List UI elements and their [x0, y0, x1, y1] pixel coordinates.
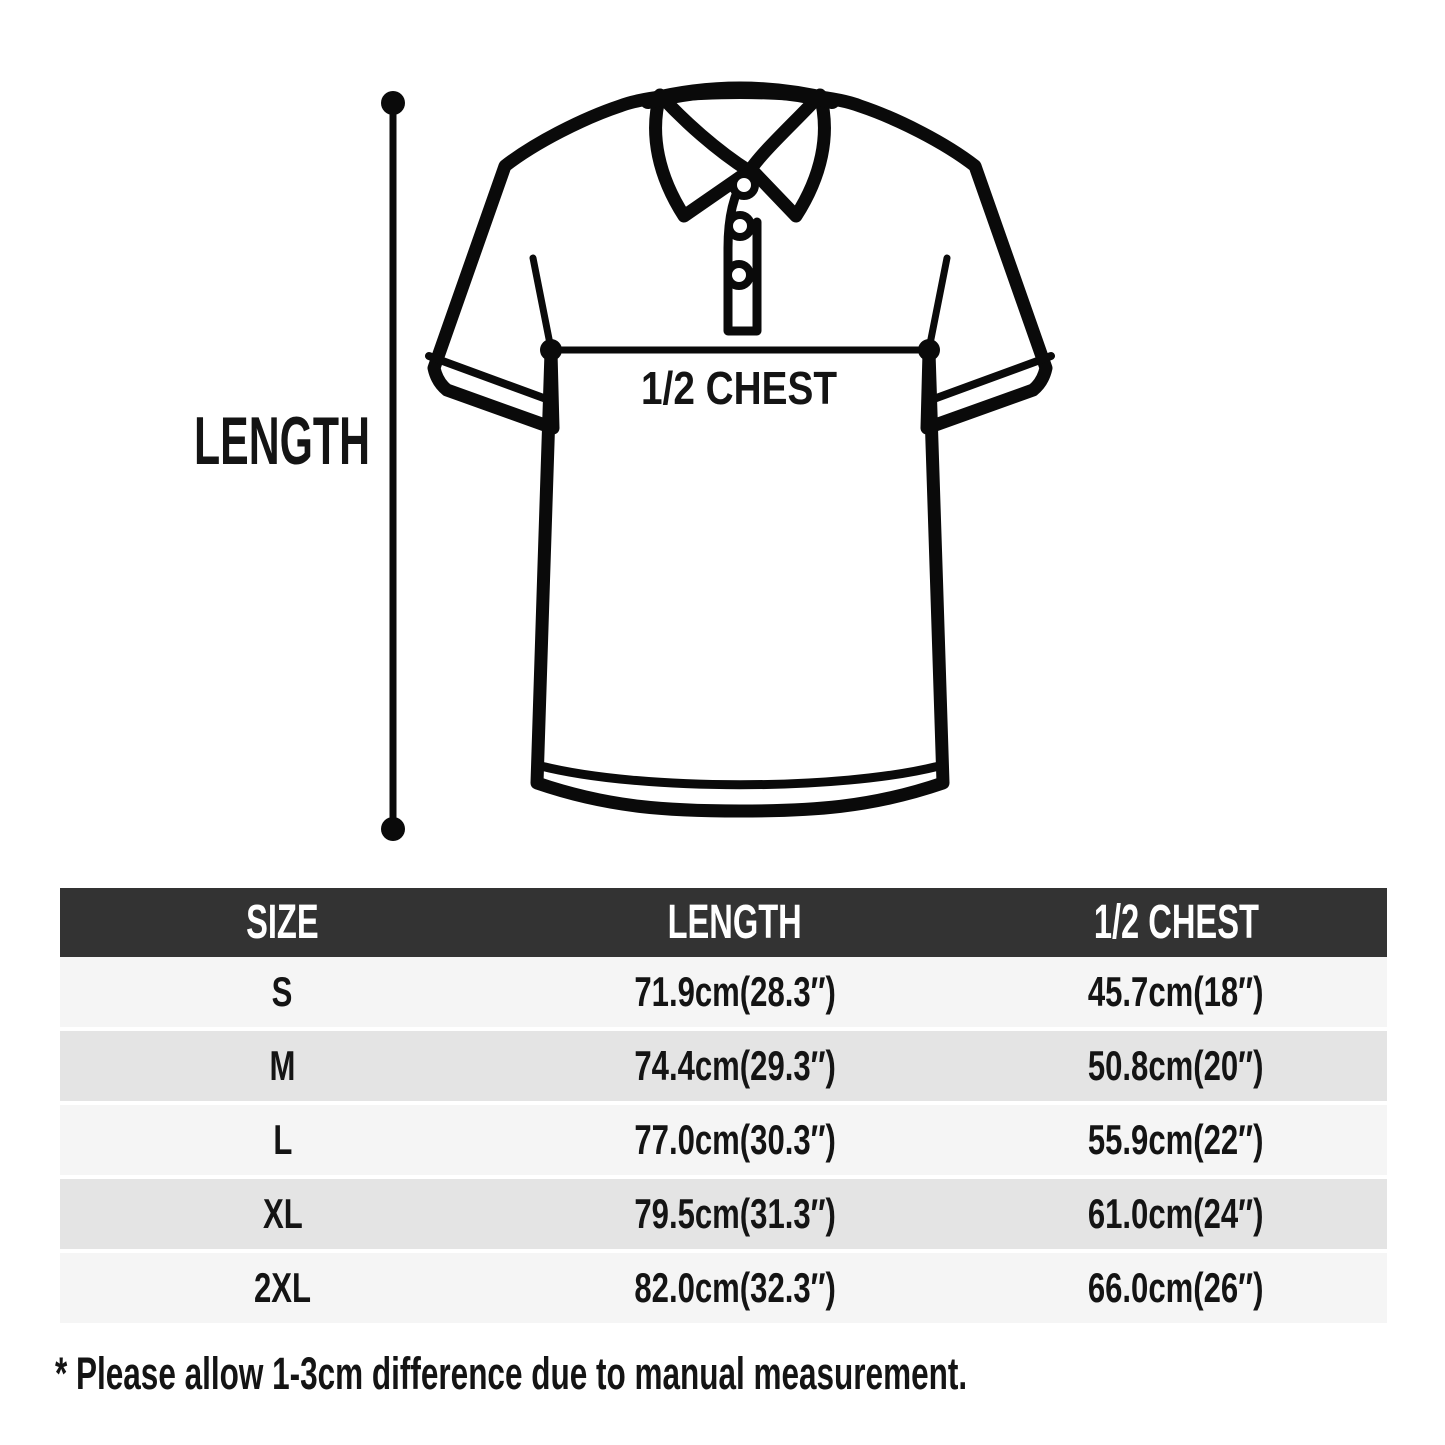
table-row-m [60, 1027, 1387, 1101]
table-row-l [60, 1101, 1387, 1175]
length-value: 82.0cm(32.3″) [634, 1264, 836, 1311]
size-table [60, 888, 1387, 1323]
table-row-xl [60, 1175, 1387, 1249]
length-value: 71.9cm(28.3″) [634, 968, 836, 1015]
table-row-2xl [60, 1249, 1387, 1323]
length-value: 74.4cm(29.3″) [634, 1042, 836, 1089]
chest-value: 50.8cm(20″) [1088, 1042, 1264, 1089]
length-value: 77.0cm(30.3″) [634, 1116, 836, 1163]
header-half-chest: 1/2 CHEST [1093, 896, 1259, 949]
size-value: XL [262, 1190, 303, 1237]
chest-value: 45.7cm(18″) [1088, 968, 1264, 1015]
header-size: SIZE [246, 896, 319, 949]
placket-button-1 [733, 174, 755, 196]
size-table-header [60, 888, 1387, 957]
chest-value: 55.9cm(22″) [1088, 1116, 1264, 1163]
size-value: 2XL [253, 1264, 312, 1311]
measurement-disclaimer: * Please allow 1-3cm difference due to manual measurement. [55, 1348, 968, 1399]
chest-value: 66.0cm(26″) [1088, 1264, 1264, 1311]
length-label: LENGTH [194, 403, 370, 479]
size-value: S [272, 968, 293, 1015]
length-measure-line [381, 91, 405, 841]
size-value: M [269, 1042, 296, 1089]
polo-shirt-outline [429, 90, 1051, 812]
placket-button-3 [728, 264, 750, 286]
chest-value: 61.0cm(24″) [1088, 1190, 1264, 1237]
length-line-top-dot [381, 91, 405, 115]
chest-line-left-dot [540, 339, 562, 361]
header-length: LENGTH [667, 896, 803, 949]
half-chest-label: 1/2 CHEST [641, 362, 837, 414]
length-line-bottom-dot [381, 817, 405, 841]
length-value: 79.5cm(31.3″) [634, 1190, 836, 1237]
size-value: L [273, 1116, 292, 1163]
placket-button-2 [729, 215, 751, 237]
table-row-s [60, 957, 1387, 1027]
chest-line-right-dot [918, 339, 940, 361]
